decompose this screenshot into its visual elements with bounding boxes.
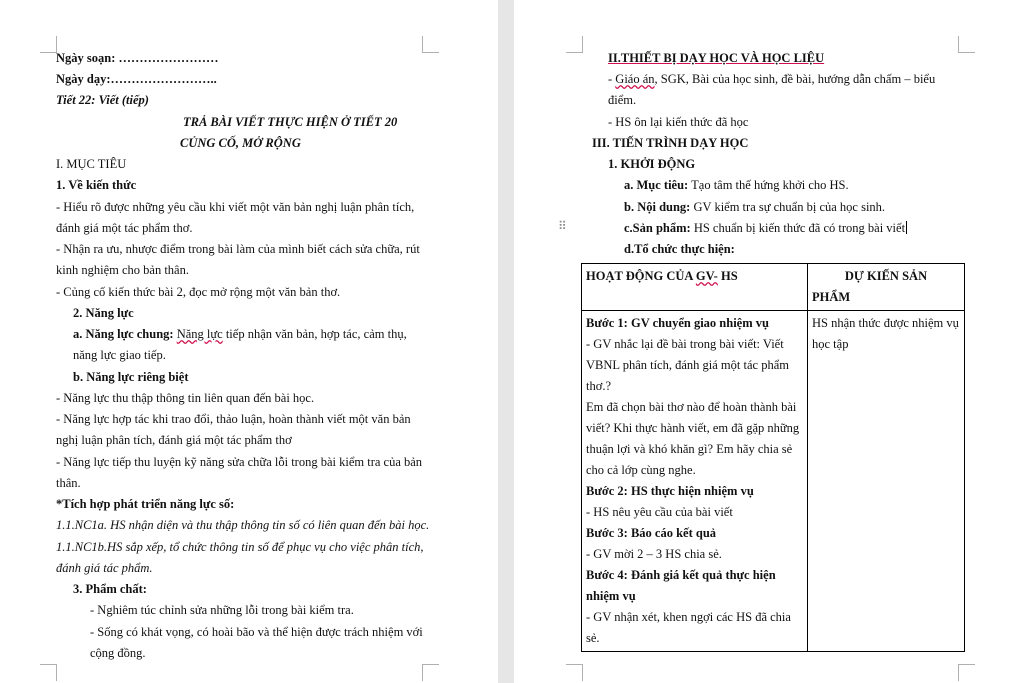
equipment-dash: - bbox=[608, 72, 616, 86]
step-line: Bước 1: GV chuyển giao nhiệm vụ bbox=[586, 316, 769, 330]
step-line: nhiệm vụ bbox=[586, 589, 636, 603]
cell-activity-steps[interactable] bbox=[582, 311, 808, 652]
warmup-product[interactable] bbox=[624, 220, 907, 236]
header-activity-text-end: HS bbox=[717, 269, 738, 283]
equipment-text: , SGK, Bài của học sinh, đề bài, hướng dẫn chấm – biểu bbox=[654, 72, 936, 86]
step-line: VBNL phân tích, đánh giá một tác phẩm bbox=[586, 358, 789, 372]
knowledge-line: - Hiểu rõ được những yêu cầu khi viết một văn bản nghị luận phân tích, bbox=[56, 200, 415, 214]
knowledge-line: - Nhận ra ưu, nhược điểm trong bài làm của mình biết cách sửa chữa, rút bbox=[56, 242, 420, 256]
specific-competence-line: - Năng lực hợp tác khi trao đổi, thảo luận, hoàn thành viết một văn bản bbox=[56, 412, 411, 426]
margin-corner-top-right bbox=[958, 36, 975, 53]
header-activity-text: HOẠT ĐỘNG CỦA bbox=[586, 269, 696, 283]
heading-digital-competence: *Tích hợp phát triển năng lực số: bbox=[56, 497, 235, 511]
activity-table[interactable] bbox=[581, 263, 965, 652]
margin-corner-top-left bbox=[566, 36, 583, 53]
table-move-handle-icon[interactable]: ⠿ bbox=[558, 219, 568, 233]
specific-competence-line: - Năng lực thu thập thông tin liên quan đến bài học. bbox=[56, 391, 315, 405]
spellcheck-flagged-word[interactable]: Giáo án bbox=[615, 72, 655, 86]
qualities-line: cộng đồng. bbox=[90, 646, 146, 660]
digital-competence-line: 1.1.NC1b.HS sắp xếp, tổ chức thông tin số để phục vụ cho việc phân tích, bbox=[56, 540, 424, 554]
warmup-objective bbox=[624, 177, 849, 193]
cell-expected-product[interactable] bbox=[808, 311, 965, 652]
lesson-number: Tiết 22: Viết (tiếp) bbox=[56, 93, 149, 107]
margin-corner-top-left bbox=[40, 36, 57, 53]
heading-equipment: II.THIẾT BỊ DẠY HỌC VÀ HỌC LIỆU bbox=[608, 51, 825, 65]
heading-specific-competence: b. Năng lực riêng biệt bbox=[73, 370, 189, 384]
warmup-product-label: c.Sản phẩm: bbox=[624, 221, 691, 235]
warmup-objective-label: a. Mục tiêu: bbox=[624, 178, 689, 192]
warmup-content-text: GV kiểm tra sự chuẩn bị của học sinh. bbox=[690, 200, 886, 214]
heading-qualities: 3. Phẩm chất: bbox=[73, 582, 147, 596]
step-line: Em đã chọn bài thơ nào để hoàn thành bài bbox=[586, 400, 797, 414]
heading-competence: 2. Năng lực bbox=[73, 306, 134, 320]
warmup-product-text: HS chuẩn bị kiến thức đã có trong bài viết bbox=[690, 221, 906, 235]
heading-knowledge: 1. Về kiến thức bbox=[56, 178, 137, 192]
heading-procedure: III. TIẾN TRÌNH DẠY HỌC bbox=[592, 136, 749, 150]
equipment-line bbox=[608, 71, 935, 87]
table-row bbox=[582, 311, 965, 652]
step-line: cho cả lớp cùng nghe. bbox=[586, 463, 696, 477]
general-competence-text: tiếp nhận văn bản, hợp tác, cảm thụ, bbox=[222, 327, 407, 341]
step-line: Bước 2: HS thực hiện nhiệm vụ bbox=[586, 484, 754, 498]
step-line: - GV nhận xét, khen ngợi các HS đã chia bbox=[586, 610, 791, 624]
step-line: thuận lợi và khó khăn gì? Em hãy chia sẻ bbox=[586, 442, 793, 456]
margin-corner-bottom-left bbox=[566, 664, 583, 681]
specific-competence-line: nghị luận phân tích, đánh giá một tác phẩm thơ bbox=[56, 433, 292, 447]
step-line: - HS nêu yêu cầu của bài viết bbox=[586, 505, 733, 519]
warmup-objective-text: Tạo tâm thế hứng khởi cho HS. bbox=[688, 178, 849, 192]
step-line: sẻ. bbox=[586, 631, 600, 645]
lesson-title: TRẢ BÀI VIẾT THỰC HIỆN Ở TIẾT 20 bbox=[183, 115, 398, 129]
equipment-line-student: - HS ôn lại kiến thức đã học bbox=[608, 115, 749, 129]
heading-warmup: 1. KHỞI ĐỘNG bbox=[608, 157, 696, 171]
qualities-line: - Sống có khát vọng, có hoài bão và thể hiện được trách nhiệm với bbox=[90, 625, 423, 639]
margin-corner-bottom-right bbox=[422, 664, 439, 681]
step-line: Bước 3: Báo cáo kết quả bbox=[586, 526, 717, 540]
header-expected-line: DỰ KIẾN SẢN bbox=[844, 269, 928, 283]
digital-competence-line: 1.1.NC1a. HS nhận diện và thu thập thông tin số có liên quan đến bài học. bbox=[56, 518, 430, 532]
knowledge-line: - Củng cố kiến thức bài 2, đọc mở rộng một văn bản thơ. bbox=[56, 285, 341, 299]
warmup-content bbox=[624, 199, 885, 215]
product-line: học tập bbox=[812, 337, 849, 351]
knowledge-line: kinh nghiệm cho bản thân. bbox=[56, 263, 189, 277]
header-expected-line: PHẨM bbox=[812, 290, 851, 304]
date-composed: Ngày soạn: …………………… bbox=[56, 51, 219, 65]
spellcheck-flagged-word[interactable]: GV- bbox=[695, 269, 718, 283]
product-line: HS nhận thức được nhiệm vụ bbox=[812, 316, 959, 330]
step-line: thơ.? bbox=[586, 379, 612, 393]
step-line: - GV nhắc lại đề bài trong bài viết: Viết bbox=[586, 337, 784, 351]
knowledge-line: đánh giá một tác phẩm thơ. bbox=[56, 221, 193, 235]
document-page-right bbox=[514, 0, 1019, 683]
step-line: Bước 4: Đánh giá kết quả thực hiện bbox=[586, 568, 776, 582]
margin-corner-bottom-left bbox=[40, 664, 57, 681]
section-objectives: I. MỤC TIÊU bbox=[56, 157, 127, 171]
specific-competence-line: - Năng lực tiếp thu luyện kỹ năng sửa chữa lỗi trong bài kiểm tra của bản bbox=[56, 455, 423, 469]
qualities-line: - Nghiêm túc chỉnh sửa những lỗi trong bài kiểm tra. bbox=[90, 603, 354, 617]
general-competence-cont: năng lực giao tiếp. bbox=[73, 348, 166, 362]
equipment-line-cont: điểm. bbox=[608, 93, 637, 107]
step-line: viết? Khi thực hành viết, em đã gặp những bbox=[586, 421, 800, 435]
digital-competence-line: đánh giá tác phẩm. bbox=[56, 561, 153, 575]
lesson-subtitle: CỦNG CỐ, MỞ RỘNG bbox=[180, 136, 301, 150]
header-activity[interactable] bbox=[582, 264, 808, 311]
step-line: - GV mời 2 – 3 HS chia sẻ. bbox=[586, 547, 722, 561]
general-competence-label: a. Năng lực chung: bbox=[73, 327, 177, 341]
margin-corner-bottom-right bbox=[958, 664, 975, 681]
text-cursor bbox=[906, 221, 907, 234]
spellcheck-flagged-word[interactable]: Năng lực bbox=[176, 327, 223, 341]
date-taught: Ngày dạy:…………………….. bbox=[56, 72, 217, 86]
table-header-row bbox=[582, 264, 965, 311]
margin-corner-top-right bbox=[422, 36, 439, 53]
warmup-organization: d.Tổ chức thực hiện: bbox=[624, 242, 735, 256]
specific-competence-line: thân. bbox=[56, 476, 81, 490]
warmup-content-label: b. Nội dung: bbox=[624, 200, 691, 214]
general-competence bbox=[73, 326, 407, 342]
header-expected-product[interactable] bbox=[808, 264, 965, 311]
document-page-left bbox=[0, 0, 498, 683]
